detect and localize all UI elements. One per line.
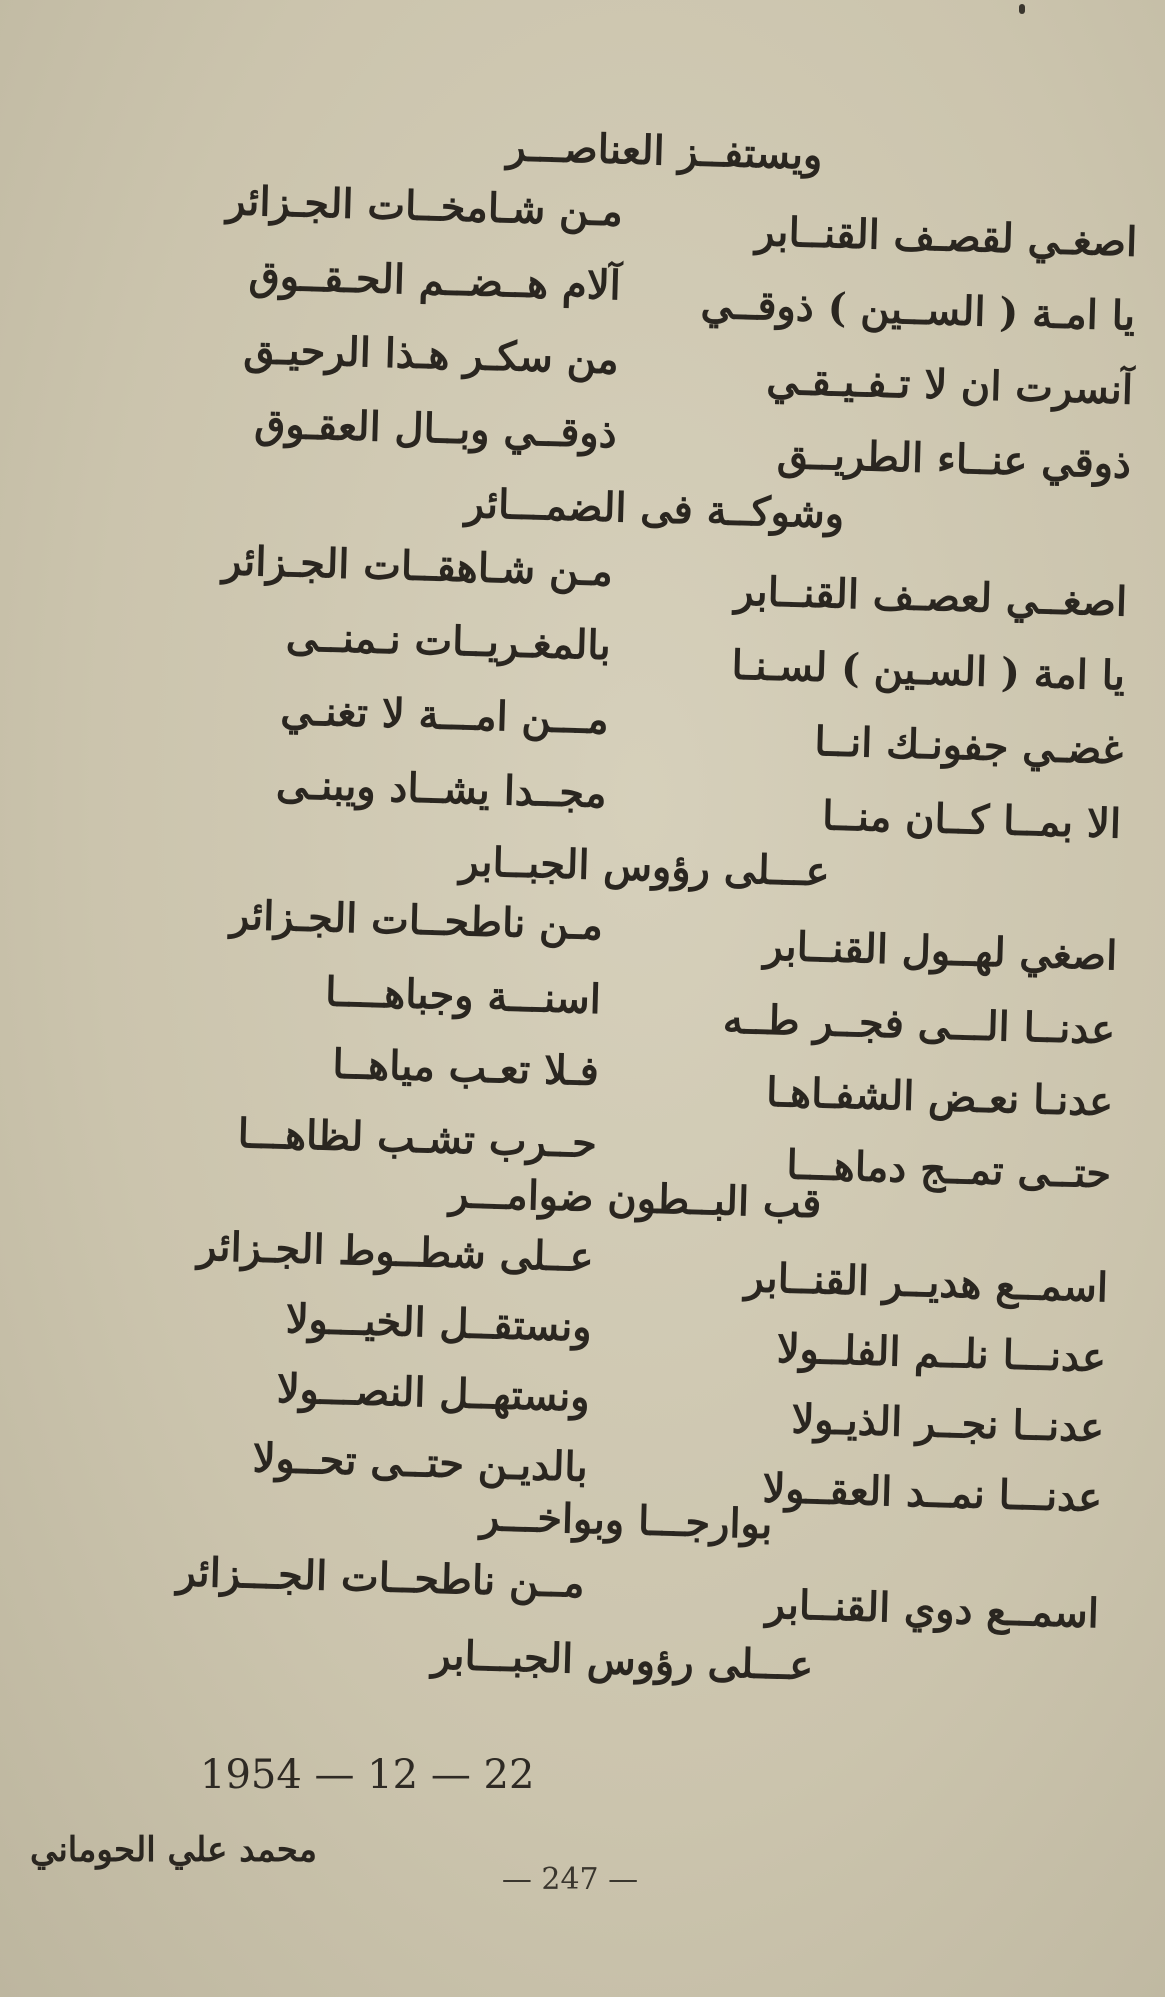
hemistich-right: حتــى تمــج دماهـــا xyxy=(785,1141,1112,1198)
hemistich-left: مــن ناطحــات الجـــزائر xyxy=(175,1548,586,1607)
hemistich-left: آلام هــضــم الحـقــوق xyxy=(248,251,622,310)
hemistich-right: غضـي جفونـك انــا xyxy=(813,717,1124,774)
hemistich-right: يا امة ( السـين ) لسـنـا xyxy=(730,641,1126,700)
hemistich-right: اسمــع دوي القنــابر xyxy=(765,1580,1100,1638)
final-refrain-line: عـــلى رؤوس الجبـــابر xyxy=(430,1631,814,1690)
hemistich-right: ذوقي عنــاء الطريــق xyxy=(776,430,1132,488)
hemistich-left: مـــن امـــة لا تغنـي xyxy=(279,687,610,744)
hemistich-left: عــلى شطــوط الجـزائر xyxy=(196,1222,595,1281)
hemistich-left: مجــدا يشــاد ويبنـى xyxy=(275,760,608,818)
page-number: — 247 — xyxy=(501,1862,639,1897)
hemistich-right: الا بمــا كــان منــا xyxy=(821,792,1122,848)
hemistich-left: ونستقــل الخيـــولا xyxy=(285,1295,593,1351)
hemistich-right: عدنــا نجــر الذيـولا xyxy=(790,1395,1105,1452)
refrain-line: بوارجـــا وبواخـــر xyxy=(479,1492,774,1549)
hemistich-left: حــرب تشـب لظاهـــا xyxy=(237,1110,598,1168)
refrain-line: ويستفــز العناصـــر xyxy=(505,123,824,179)
hemistich-right: عدنـــا نمــد العقــولا xyxy=(761,1464,1103,1522)
hemistich-left: ذوقــي وبــال العقـوق xyxy=(253,400,618,458)
hemistich-left: مـن شـاهقــات الجـزائر xyxy=(221,537,614,596)
refrain-line: عـــلى رؤوس الجبــابر xyxy=(458,838,831,896)
hemistich-left: مـن شـامخــات الجـزائر xyxy=(225,177,624,236)
hemistich-left: بالمغـريــات نـمنــى xyxy=(285,613,612,670)
hemistich-right: آنسرت ان لا تـفـيـقـي xyxy=(765,356,1134,414)
hemistich-right: اسمــع هديــر القنــابر xyxy=(743,1254,1109,1312)
hemistich-left: اسنـــة وجباهــــا xyxy=(324,968,602,1024)
refrain-line: وشوكــة فى الضمـــائر xyxy=(464,480,845,538)
hemistich-left: ونستهــل النصـــولا xyxy=(276,1365,591,1421)
hemistich-right: اصغي لهــول القنــابر xyxy=(762,922,1118,980)
hemistich-right: اصغــي لعصـف القنــابر xyxy=(733,567,1128,626)
poem-date: 1954 — 12 — 22 xyxy=(200,1752,535,1798)
hemistich-right: عدنـــا نلــم الفلــولا xyxy=(776,1325,1107,1382)
hemistich-right: يا امـة ( الســين ) ذوقــي xyxy=(700,280,1136,340)
hemistich-right: اصغـي لقصـف القنــابر xyxy=(754,208,1138,266)
hemistich-right: عدنـا نعـض الشفـاهـا xyxy=(765,1068,1114,1126)
hemistich-left: بالديـن حتــى تحــولا xyxy=(252,1434,589,1491)
hemistich-left: من سكـر هـذا الرحيـق xyxy=(242,325,620,384)
refrain-line: قب البــطون ضوامـــر xyxy=(448,1169,823,1228)
hemistich-right: عدنــا الـــى فجــر طــه xyxy=(722,995,1116,1054)
hemistich-left: مـن ناطحــات الجـزائر xyxy=(229,891,604,950)
hemistich-left: فـلا تعـب مياهــا xyxy=(331,1040,600,1096)
author-name: محمد علي الحوماني xyxy=(30,1830,317,1870)
